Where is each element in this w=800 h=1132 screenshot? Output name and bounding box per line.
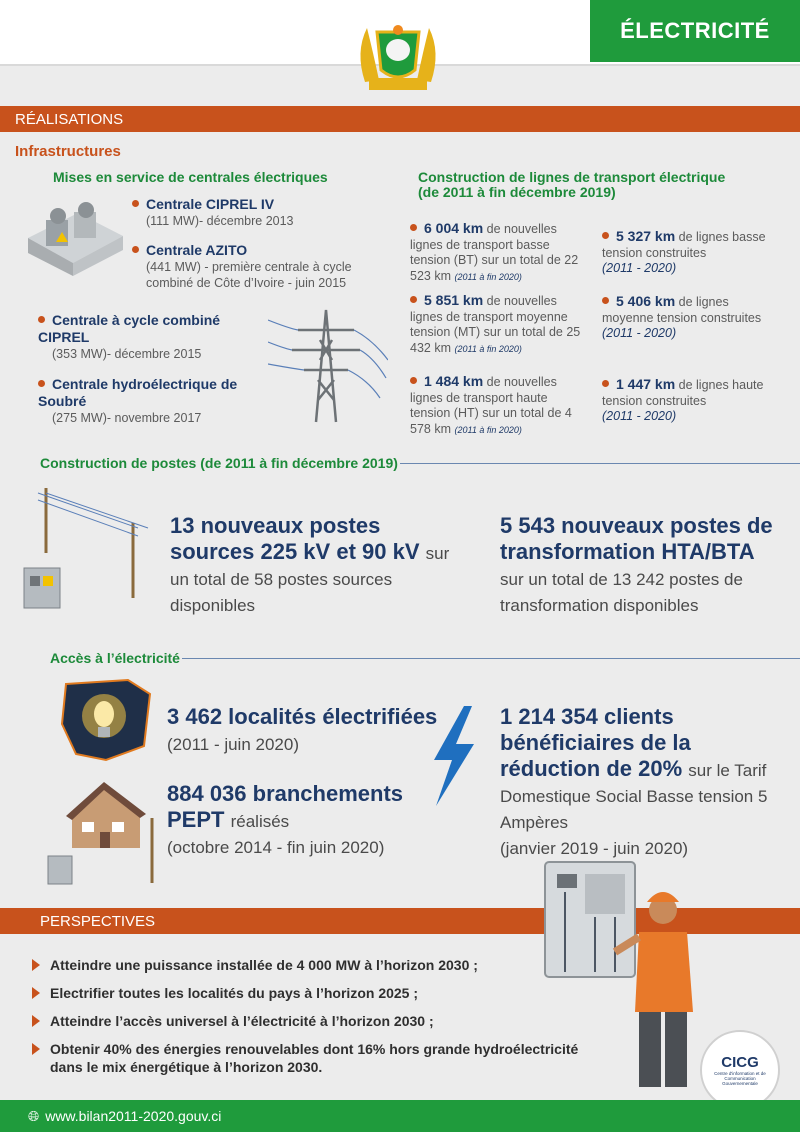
perspective-item	[32, 1040, 592, 1076]
perspective-item	[32, 1012, 592, 1030]
line-note: (2011 à fin 2020)	[454, 343, 522, 354]
line-stat	[410, 221, 590, 285]
clients-value: 1 214 354 clients bénéficiaires de la réduction de 20%	[500, 704, 691, 781]
line-value: 5 406 km	[616, 293, 676, 309]
perspective-item	[32, 984, 592, 1002]
plants-title: Mises en service de centrales électriques	[53, 169, 328, 185]
plant-detail: (111 MW)- décembre 2013	[146, 214, 294, 228]
arrow-right-icon	[32, 1015, 40, 1027]
localites-value: 3 462 localités électrifiées	[167, 704, 438, 729]
power-plant-icon	[18, 198, 128, 280]
branchements	[167, 781, 437, 859]
perspectives-list	[32, 956, 592, 1076]
globe-icon: 🌐︎	[28, 1107, 40, 1124]
footer-url[interactable]: www.bilan2011-2020.gouv.ci	[45, 1108, 222, 1124]
page-title: ÉLECTRICITÉ	[590, 0, 800, 62]
line-stat	[410, 293, 590, 357]
postes-transformation-text: sur un total de 13 242 postes de transformation disponibles	[500, 570, 743, 615]
pylon-icon	[268, 300, 388, 425]
divider	[182, 658, 800, 659]
clients-period: (janvier 2019 - juin 2020)	[500, 839, 689, 858]
postes-title: Construction de postes (de 2011 à fin décembre 2019)	[40, 455, 398, 471]
clients	[500, 704, 785, 860]
line-note: (2011 - 2020)	[602, 326, 677, 340]
line-value: 6 004 km	[424, 220, 484, 236]
plant-name: Centrale AZITO	[146, 242, 248, 258]
coat-of-arms-icon	[355, 22, 441, 98]
line-value: 5 327 km	[616, 228, 676, 244]
perspective-text: Electrifier toutes les localités du pays à l’horizon 2025 ;	[50, 985, 419, 1001]
infrastructures-title: Infrastructures	[15, 143, 121, 160]
localites-text: (2011 - juin 2020)	[167, 735, 299, 754]
footer	[0, 1100, 800, 1132]
plant-name: Centrale CIPREL IV	[146, 196, 275, 212]
line-text: de nouvelles lignes de transport basse tension (BT) sur un total de 22 523 km	[410, 222, 579, 283]
line-stat	[410, 374, 590, 438]
perspective-item	[32, 956, 592, 974]
line-note: (2011 - 2020)	[602, 409, 677, 423]
arrow-right-icon	[32, 959, 40, 971]
branchements-text: réalisés	[230, 812, 290, 831]
line-stat	[602, 294, 782, 342]
branchements-value: 884 036 branchements PEPT	[167, 781, 404, 832]
line-value: 1 484 km	[424, 373, 484, 389]
line-text: de lignes haute tension construites	[602, 378, 764, 408]
acces-title: Accès à l’électricité	[50, 650, 180, 666]
plant-name: Centrale hydroélectrique de Soubré	[38, 376, 238, 409]
arrow-right-icon	[32, 987, 40, 999]
arrow-right-icon	[32, 1043, 40, 1055]
line-text: de lignes moyenne tension construites	[602, 295, 762, 325]
plant-name: Centrale à cycle combiné CIPREL	[38, 312, 221, 345]
plant-item	[132, 242, 362, 291]
line-text: de nouvelles lignes de transport haute tension (HT) sur un total de 4 578 km	[410, 375, 572, 436]
house-connection-icon	[42, 778, 160, 890]
postes-sources-value: 13 nouveaux postes sources 225 kV et 90 kV	[170, 513, 420, 564]
line-stat	[602, 229, 782, 277]
line-value: 1 447 km	[616, 376, 676, 392]
line-note: (2011 à fin 2020)	[454, 424, 522, 435]
line-note: (2011 - 2020)	[602, 261, 677, 275]
plant-item	[132, 196, 362, 229]
substation-icon	[18, 478, 158, 618]
postes-sources-text: sur un total de 58 postes sources disponibles	[170, 544, 450, 615]
realisations-bar: RÉALISATIONS	[0, 106, 800, 132]
divider	[400, 463, 800, 464]
plant-detail: (353 MW)- décembre 2015	[52, 347, 202, 361]
line-stat	[602, 377, 782, 425]
lightning-icon	[428, 706, 478, 806]
line-note: (2011 à fin 2020)	[454, 271, 522, 282]
plant-detail: (441 MW) - première centrale à cycle combiné de Côte d’Ivoire - juin 2015	[146, 260, 352, 290]
branchements-period: (octobre 2014 - fin juin 2020)	[167, 838, 385, 857]
perspectives-bar: PERSPECTIVES	[0, 908, 800, 934]
country-lightbulb-icon	[58, 674, 154, 764]
localites	[167, 704, 447, 756]
plant-detail: (275 MW)- novembre 2017	[52, 411, 202, 425]
lines-title: Construction de lignes de transport électrique (de 2011 à fin décembre 2019)	[418, 169, 726, 200]
plant-item	[38, 312, 238, 362]
line-value: 5 851 km	[424, 292, 484, 308]
perspective-text: Obtenir 40% des énergies renouvelables dont 16% hors grande hydroélectricité dans le mix énergétique à l’horizon 2030.	[50, 1041, 579, 1075]
perspective-text: Atteindre une puissance installée de 4 000 MW à l’horizon 2030 ;	[50, 957, 478, 973]
cicg-logo	[700, 1030, 780, 1110]
perspective-text: Atteindre l’accès universel à l’électricité à l’horizon 2030 ;	[50, 1013, 434, 1029]
postes-sources	[170, 513, 460, 617]
line-text: de lignes basse tension construites	[602, 230, 766, 260]
clients-text: sur le Tarif Domestique Social Basse tension 5 Ampères	[500, 761, 768, 832]
line-text: de nouvelles lignes de transport moyenne tension (MT) sur un total de 25 432 km	[410, 294, 581, 355]
cicg-tagline: Centre d'information et de Communication Gouvernementale	[714, 1071, 766, 1086]
postes-transformation-value: 5 543 nouveaux postes de transformation HTA/BTA	[500, 513, 773, 564]
cicg-name: CICG	[721, 1054, 759, 1071]
plant-item	[38, 376, 238, 426]
postes-transformation	[500, 513, 780, 617]
